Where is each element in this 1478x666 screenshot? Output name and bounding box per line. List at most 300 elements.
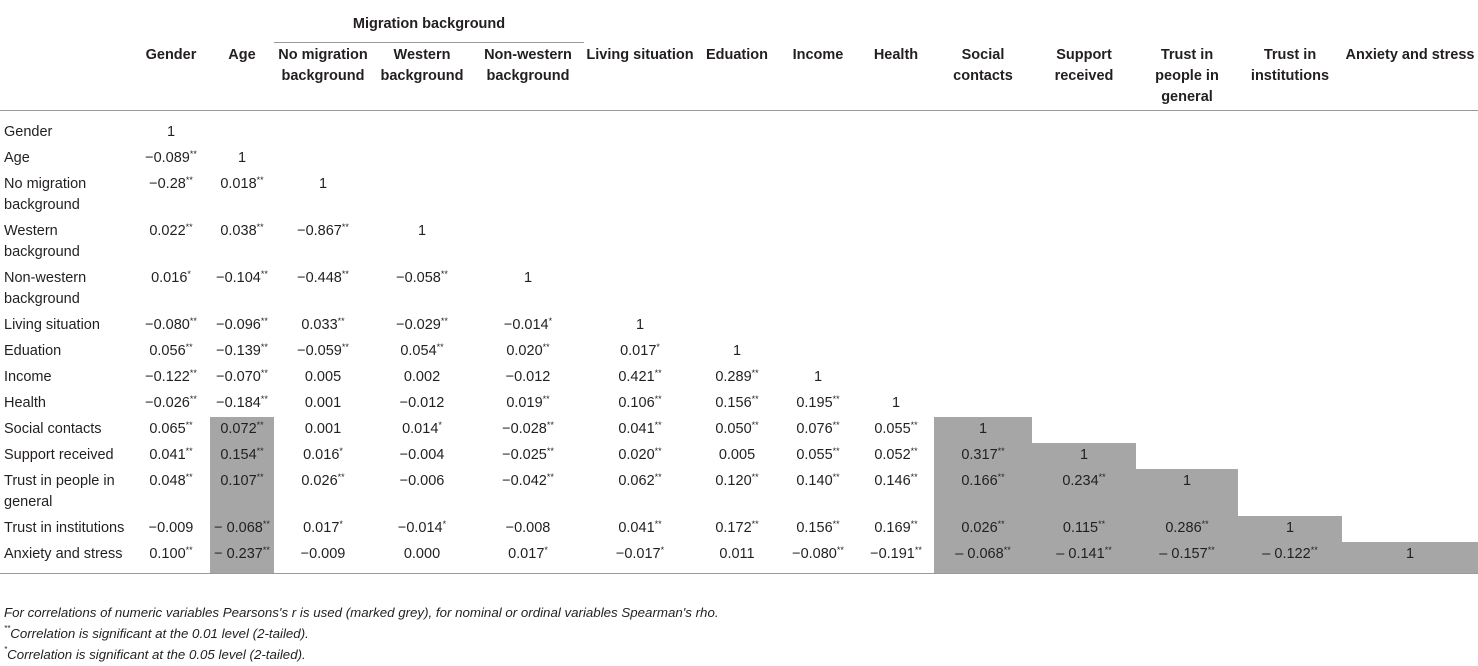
table-cell <box>934 542 1032 574</box>
table-cell <box>584 443 696 469</box>
table-row <box>0 266 1478 313</box>
table-cell <box>1032 417 1136 443</box>
table-cell <box>274 365 372 391</box>
row-label: Eduation <box>4 342 62 359</box>
table-cell <box>372 339 472 365</box>
table-row <box>0 542 1478 574</box>
table-cell <box>472 443 584 469</box>
table-cell <box>778 391 858 417</box>
table-cell <box>472 172 584 219</box>
cell-value: 0.076 <box>796 420 833 437</box>
cell-value: −0.28 <box>149 175 186 192</box>
row-label: Western background <box>4 222 80 260</box>
table-cell <box>858 313 934 339</box>
table-cell <box>696 391 778 417</box>
significance-mark: ** <box>751 419 759 430</box>
table-cell <box>274 443 372 469</box>
table-cell <box>1238 542 1342 574</box>
cell-value: 1 <box>813 368 823 385</box>
table-cell <box>1342 219 1478 266</box>
significance-mark: ** <box>836 544 844 555</box>
significance-mark: ** <box>1098 471 1106 482</box>
table-cell <box>696 469 778 516</box>
table-cell <box>132 542 210 574</box>
table-cell <box>696 542 778 574</box>
table-cell <box>1136 516 1238 542</box>
table-row <box>0 417 1478 443</box>
significance-mark: ** <box>832 518 840 529</box>
significance-mark: ** <box>910 445 918 456</box>
table-row <box>0 313 1478 339</box>
table-row <box>0 469 1478 516</box>
table-cell <box>858 266 934 313</box>
table-cell <box>1032 391 1136 417</box>
table-cell <box>1136 365 1238 391</box>
cell-value: −0.026 <box>145 394 190 411</box>
table-cell <box>132 391 210 417</box>
cell-value: 0.020 <box>506 342 543 359</box>
table-cell <box>372 110 472 146</box>
significance-mark: ** <box>832 471 840 482</box>
table-cell <box>858 391 934 417</box>
table-cell <box>1136 443 1238 469</box>
single-star-text: Correlation is significant at the 0.05 level (2-tailed). <box>7 647 306 662</box>
significance-mark: ** <box>185 419 193 430</box>
significance-mark: ** <box>1310 544 1318 555</box>
table-cell <box>210 542 274 574</box>
table-row <box>0 516 1478 542</box>
row-label: Support received <box>4 446 114 463</box>
cell-value: 0.026 <box>301 472 338 489</box>
cell-value: – 0.068 <box>955 545 1004 562</box>
table-cell <box>778 219 858 266</box>
cell-value: 0.016 <box>303 446 340 463</box>
table-cell <box>584 365 696 391</box>
table-cell <box>210 313 274 339</box>
table-cell <box>1342 443 1478 469</box>
cell-value: 1 <box>891 394 901 411</box>
table-cell <box>132 313 210 339</box>
single-star-mark: * <box>4 645 8 654</box>
cell-value: −0.012 <box>399 394 445 411</box>
table-cell <box>1032 219 1136 266</box>
cell-value: 1 <box>1405 545 1415 562</box>
cell-value: – 0.122 <box>1262 545 1311 562</box>
table-cell <box>472 542 584 574</box>
table-cell <box>472 391 584 417</box>
row-label: Non-western background <box>4 269 87 307</box>
cell-value: −0.448 <box>297 269 342 286</box>
table-cell <box>210 146 274 172</box>
table-cell <box>274 542 372 574</box>
table-cell <box>1032 339 1136 365</box>
cell-value: 0.017 <box>508 545 545 562</box>
cell-value: −0.014 <box>503 316 549 333</box>
significance-mark: ** <box>260 341 268 352</box>
migration-background-group-header: Migration background <box>274 8 584 43</box>
cell-value: 0.106 <box>618 394 655 411</box>
significance-mark: * <box>548 315 553 326</box>
row-label: Social contacts <box>4 420 102 437</box>
cell-value: 0.172 <box>715 519 752 536</box>
cell-value: 0.055 <box>874 420 911 437</box>
significance-mark: ** <box>185 544 193 555</box>
cell-value: − 0.237 <box>214 545 263 562</box>
table-cell <box>584 516 696 542</box>
significance-mark: ** <box>654 367 662 378</box>
table-cell <box>696 219 778 266</box>
column-header: Western background <box>372 43 472 111</box>
table-cell <box>1032 266 1136 313</box>
table-cell <box>778 146 858 172</box>
significance-mark: * <box>442 518 447 529</box>
table-cell <box>778 443 858 469</box>
significance-mark: ** <box>260 367 268 378</box>
table-cell <box>210 516 274 542</box>
significance-mark: ** <box>341 268 349 279</box>
cell-value: 0.050 <box>715 420 752 437</box>
significance-mark: ** <box>997 518 1005 529</box>
significance-mark: ** <box>910 518 918 529</box>
table-cell <box>472 516 584 542</box>
table-cell <box>858 339 934 365</box>
table-cell <box>778 339 858 365</box>
table-cell <box>210 339 274 365</box>
cell-value: 0.018 <box>220 175 257 192</box>
significance-mark: ** <box>256 471 264 482</box>
significance-mark: ** <box>337 471 345 482</box>
table-cell <box>1238 110 1342 146</box>
table-cell <box>584 146 696 172</box>
significance-mark: ** <box>542 341 550 352</box>
table-cell <box>858 172 934 219</box>
table-cell <box>1136 542 1238 574</box>
table-cell <box>372 365 472 391</box>
table-cell <box>778 313 858 339</box>
significance-mark: * <box>438 419 442 430</box>
significance-mark: ** <box>260 315 268 326</box>
double-star-mark: ** <box>4 624 11 633</box>
cell-value: 0.017 <box>620 342 657 359</box>
column-header: Income <box>778 43 858 111</box>
column-header: Non-western background <box>472 43 584 111</box>
table-notes <box>4 602 719 665</box>
table-cell <box>274 417 372 443</box>
table-cell <box>132 172 210 219</box>
double-star-text: Correlation is significant at the 0.01 level (2-tailed). <box>10 626 309 641</box>
cell-value: 0.041 <box>618 519 655 536</box>
cell-value: −0.080 <box>792 545 837 562</box>
column-header: Trust in institutions <box>1238 43 1342 111</box>
significance-mark: ** <box>751 471 759 482</box>
table-cell <box>778 516 858 542</box>
table-cell <box>1032 365 1136 391</box>
column-header: Living situation <box>584 43 696 111</box>
table-cell <box>1136 266 1238 313</box>
table-cell <box>1136 146 1238 172</box>
table-row <box>0 339 1478 365</box>
table-cell <box>210 365 274 391</box>
table-cell <box>696 516 778 542</box>
significance-mark: ** <box>189 148 197 159</box>
table-cell <box>1342 339 1478 365</box>
cell-value: 0.054 <box>400 342 437 359</box>
column-header: Eduation <box>696 43 778 111</box>
table-cell <box>1238 219 1342 266</box>
cell-value: 0.020 <box>618 446 655 463</box>
cell-value: 1 <box>523 269 533 286</box>
table-row <box>0 172 1478 219</box>
table-cell <box>1238 417 1342 443</box>
table-cell <box>1136 172 1238 219</box>
significance-mark: * <box>187 268 191 279</box>
cell-value: 0.317 <box>961 446 998 463</box>
table-cell <box>372 391 472 417</box>
cell-value: 0.072 <box>220 420 257 437</box>
cell-value: 0.022 <box>149 222 186 239</box>
table-body <box>0 110 1478 573</box>
table-cell <box>132 219 210 266</box>
cell-value: 0.286 <box>1165 519 1202 536</box>
significance-mark: ** <box>189 393 197 404</box>
cell-value: 0.234 <box>1062 472 1099 489</box>
significance-mark: ** <box>997 445 1005 456</box>
column-header: Health <box>858 43 934 111</box>
table-cell <box>1238 516 1342 542</box>
table-cell <box>132 516 210 542</box>
significance-mark: ** <box>260 268 268 279</box>
table-cell <box>1238 469 1342 516</box>
table-cell <box>372 146 472 172</box>
table-cell <box>210 172 274 219</box>
note-double-star <box>4 623 719 644</box>
table-cell <box>1136 469 1238 516</box>
row-label: Living situation <box>4 316 100 333</box>
table-row <box>0 146 1478 172</box>
table-cell <box>858 110 934 146</box>
table-cell <box>1238 313 1342 339</box>
table-cell <box>1136 391 1238 417</box>
cell-value: 0.048 <box>149 472 186 489</box>
significance-mark: ** <box>654 518 662 529</box>
table-cell <box>696 417 778 443</box>
table-cell <box>472 417 584 443</box>
column-header: Social contacts <box>934 43 1032 111</box>
cell-value: − 0.068 <box>214 519 263 536</box>
table-cell <box>210 391 274 417</box>
row-label: Trust in institutions <box>4 519 125 536</box>
table-cell <box>778 266 858 313</box>
table-row <box>0 110 1478 146</box>
cell-value: −0.096 <box>216 316 261 333</box>
table-cell <box>372 313 472 339</box>
significance-mark: ** <box>832 445 840 456</box>
cell-value: 0.041 <box>149 446 186 463</box>
table-cell <box>858 146 934 172</box>
significance-mark: ** <box>256 221 264 232</box>
row-label: Gender <box>4 123 53 140</box>
significance-mark: ** <box>1003 544 1011 555</box>
column-header: Gender <box>132 43 210 111</box>
cell-value: 0.120 <box>715 472 752 489</box>
cell-value: −0.014 <box>397 519 443 536</box>
table-cell <box>210 110 274 146</box>
significance-mark: * <box>339 445 343 456</box>
table-cell <box>274 172 372 219</box>
table-cell <box>1136 313 1238 339</box>
table-cell <box>472 469 584 516</box>
table-cell <box>696 313 778 339</box>
table-cell <box>1238 146 1342 172</box>
table-cell <box>372 469 472 516</box>
table-cell <box>1032 110 1136 146</box>
table-cell <box>274 339 372 365</box>
table-cell <box>1032 542 1136 574</box>
significance-mark: * <box>544 544 548 555</box>
cell-value: 0.169 <box>874 519 911 536</box>
table-cell <box>934 443 1032 469</box>
table-cell <box>132 443 210 469</box>
column-header: Trust in people in general <box>1136 43 1238 111</box>
table-cell <box>472 146 584 172</box>
significance-mark: ** <box>440 268 448 279</box>
cell-value: 0.016 <box>151 269 188 286</box>
column-header: No migration background <box>274 43 372 111</box>
cell-value: −0.029 <box>396 316 441 333</box>
table-cell <box>132 469 210 516</box>
significance-mark: * <box>656 341 660 352</box>
table-cell <box>934 146 1032 172</box>
significance-mark: ** <box>262 544 270 555</box>
table-cell <box>1238 172 1342 219</box>
table-cell <box>274 110 372 146</box>
table-cell <box>584 339 696 365</box>
cell-value: 1 <box>978 420 988 437</box>
cell-value: 0.166 <box>961 472 998 489</box>
table-cell <box>934 391 1032 417</box>
significance-mark: ** <box>546 471 554 482</box>
row-label: Income <box>4 368 52 385</box>
cell-value: 0.146 <box>874 472 911 489</box>
cell-value: −0.104 <box>216 269 261 286</box>
cell-value: −0.006 <box>399 472 445 489</box>
significance-mark: * <box>339 518 343 529</box>
table-cell <box>132 417 210 443</box>
cell-value: 0.026 <box>961 519 998 536</box>
significance-mark: ** <box>185 174 193 185</box>
significance-mark: ** <box>654 445 662 456</box>
table-cell <box>472 266 584 313</box>
table-cell <box>274 313 372 339</box>
row-label: Trust in people in general <box>4 472 115 510</box>
cell-value: −0.867 <box>297 222 342 239</box>
table-cell <box>778 365 858 391</box>
significance-mark: * <box>660 544 665 555</box>
table-cell <box>584 469 696 516</box>
cell-value: −0.122 <box>145 368 190 385</box>
table-row <box>0 443 1478 469</box>
table-cell <box>472 339 584 365</box>
table-cell <box>584 219 696 266</box>
table-cell <box>274 219 372 266</box>
cell-value: 0.001 <box>304 394 342 411</box>
table-cell <box>372 443 472 469</box>
cell-value: 0.033 <box>301 316 338 333</box>
correlation-table <box>0 8 1478 574</box>
table-cell <box>696 172 778 219</box>
column-header: Support received <box>1032 43 1136 111</box>
row-label: Age <box>4 149 30 166</box>
significance-mark: ** <box>910 471 918 482</box>
table-cell <box>1032 313 1136 339</box>
table-cell <box>210 219 274 266</box>
table-cell <box>858 219 934 266</box>
cell-value: 0.005 <box>718 446 756 463</box>
cell-value: −0.058 <box>396 269 441 286</box>
significance-mark: ** <box>256 419 264 430</box>
cell-value: 0.014 <box>402 420 439 437</box>
table-cell <box>472 110 584 146</box>
cell-value: 0.156 <box>796 519 833 536</box>
cell-value: −0.008 <box>505 519 551 536</box>
table-cell <box>696 146 778 172</box>
cell-value: −0.080 <box>145 316 190 333</box>
cell-value: 1 <box>166 123 176 140</box>
table-cell <box>274 469 372 516</box>
cell-value: −0.139 <box>216 342 261 359</box>
cell-value: 0.041 <box>618 420 655 437</box>
table-cell <box>696 365 778 391</box>
column-header-row <box>0 43 1478 111</box>
table-cell <box>858 469 934 516</box>
table-cell <box>584 542 696 574</box>
cell-value: 0.011 <box>719 545 755 562</box>
significance-mark: ** <box>185 445 193 456</box>
table-cell <box>210 417 274 443</box>
cell-value: 0.001 <box>304 420 342 437</box>
table-cell <box>1342 266 1478 313</box>
table-cell <box>778 417 858 443</box>
cell-value: −0.184 <box>216 394 261 411</box>
table-cell <box>1032 146 1136 172</box>
table-cell <box>584 417 696 443</box>
table-cell <box>274 146 372 172</box>
cell-value: −0.059 <box>297 342 342 359</box>
cell-value: – 0.157 <box>1159 545 1208 562</box>
table-cell <box>1136 339 1238 365</box>
table-cell <box>132 146 210 172</box>
significance-mark: ** <box>189 315 197 326</box>
significance-mark: ** <box>185 471 193 482</box>
table-cell <box>858 417 934 443</box>
cell-value: 0.019 <box>506 394 543 411</box>
cell-value: 0.002 <box>403 368 441 385</box>
cell-value: 1 <box>417 222 427 239</box>
table-cell <box>1238 266 1342 313</box>
table-cell <box>934 313 1032 339</box>
cell-value: 0.156 <box>715 394 752 411</box>
table-cell <box>1342 365 1478 391</box>
table-cell <box>132 266 210 313</box>
table-cell <box>1342 110 1478 146</box>
table-cell <box>132 110 210 146</box>
table-cell <box>274 516 372 542</box>
cell-value: −0.191 <box>870 545 915 562</box>
significance-mark: ** <box>914 544 922 555</box>
significance-mark: ** <box>341 221 349 232</box>
table-cell <box>472 219 584 266</box>
significance-mark: ** <box>832 393 840 404</box>
